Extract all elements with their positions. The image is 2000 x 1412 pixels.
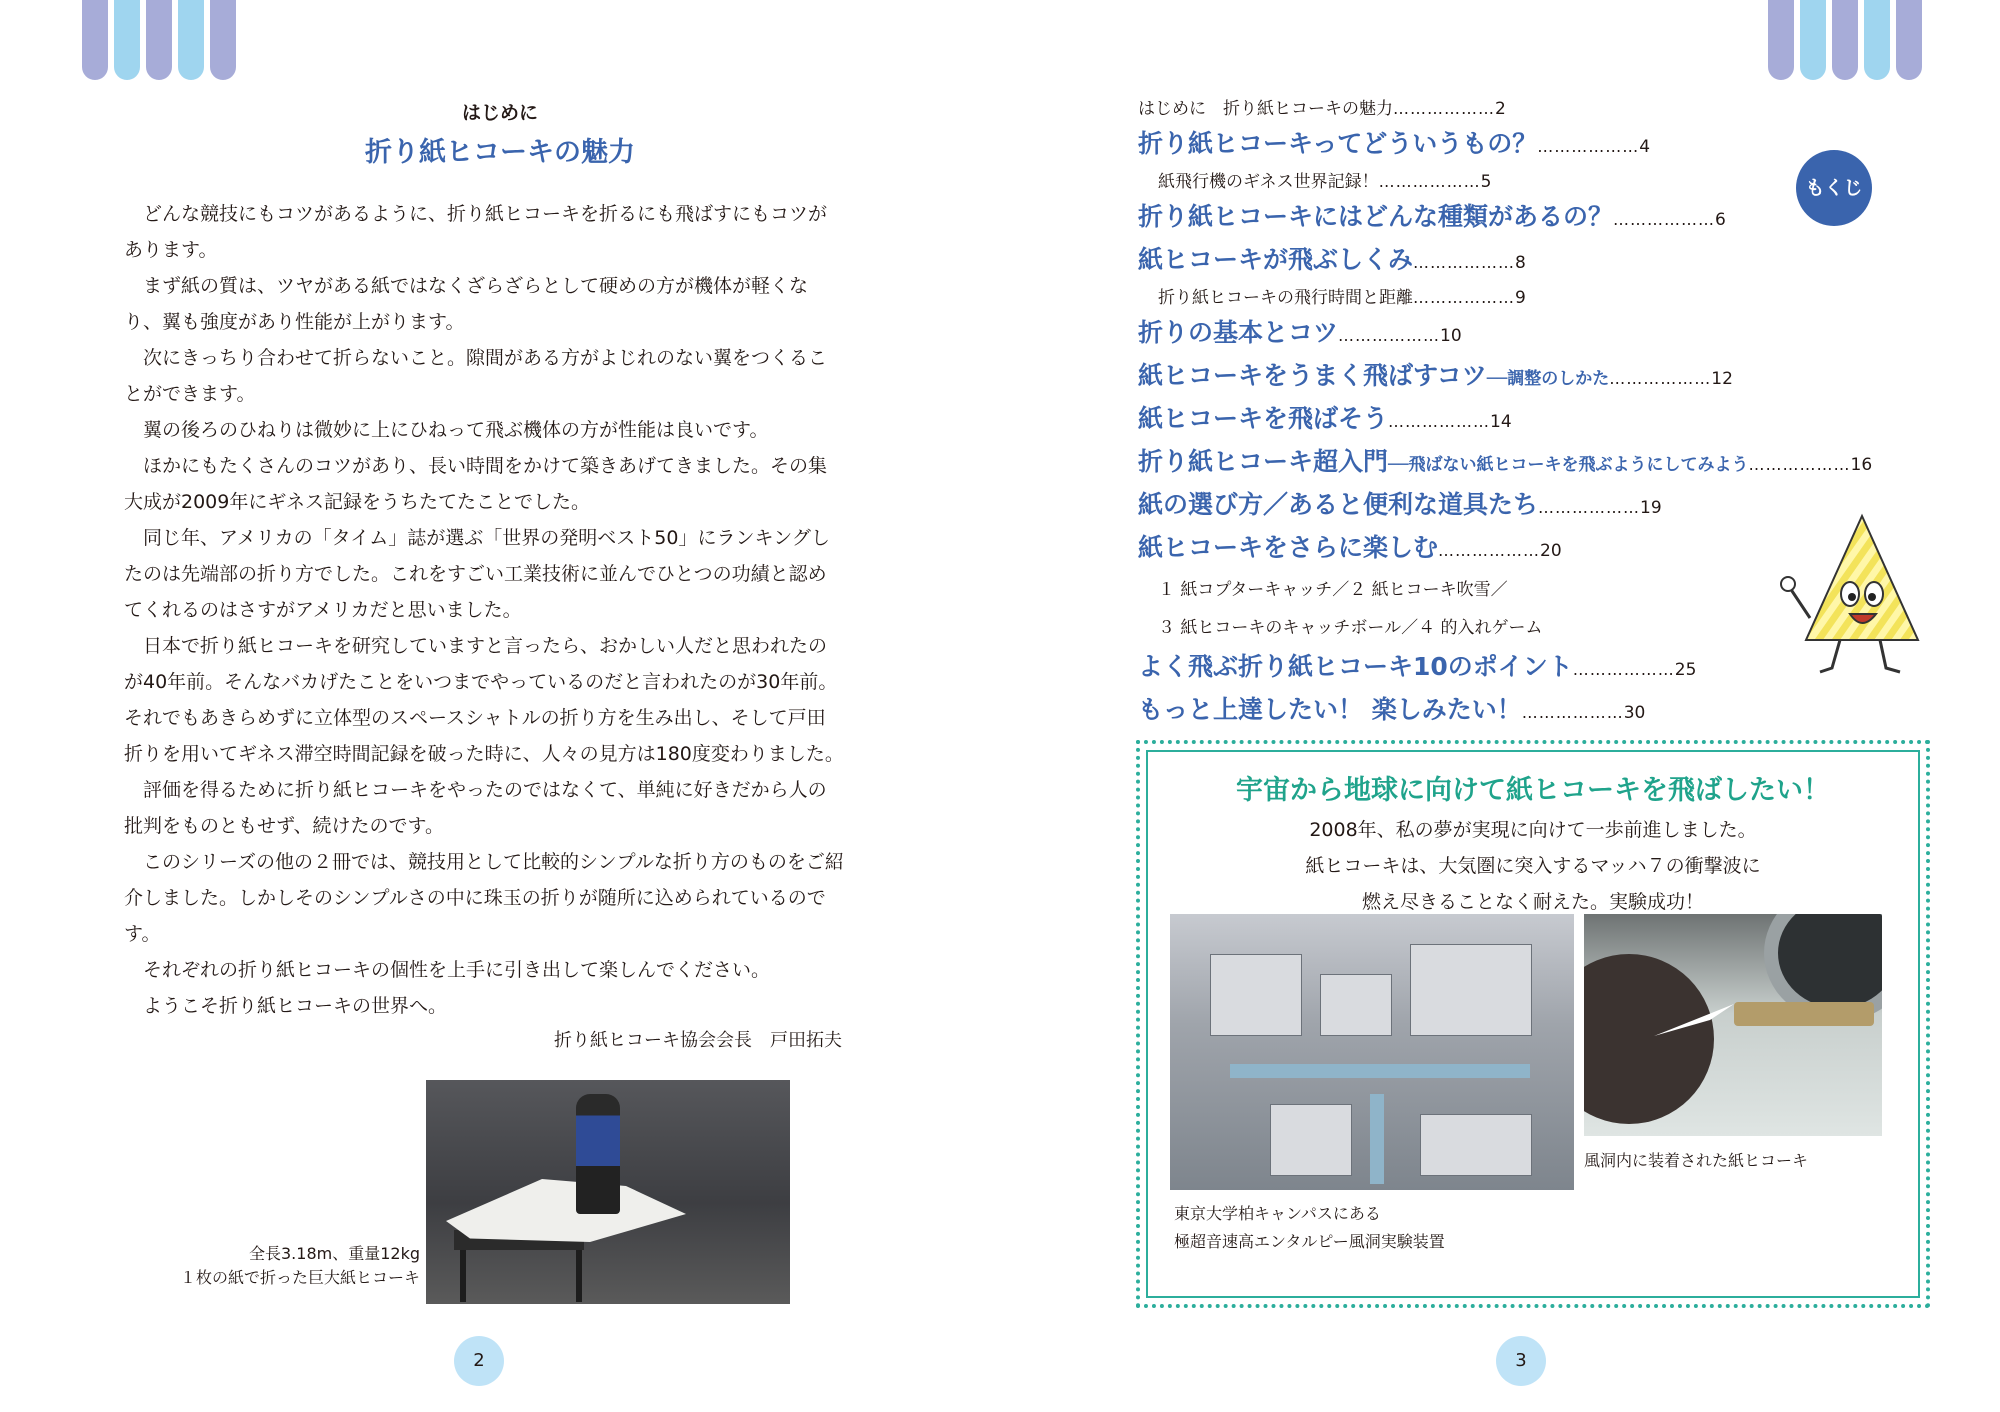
toc-leader-dots: ………………: [1572, 660, 1675, 679]
mokuji-badge: もくじ: [1796, 150, 1872, 226]
toc-leader-dots: ………………: [1521, 703, 1624, 722]
toc-page-number: 8: [1515, 253, 1526, 273]
toc-entry-title: もっと上達したい！ 楽しみたい！: [1138, 695, 1522, 724]
toc-page-number: 9: [1515, 288, 1526, 308]
right-page: [1000, 0, 2000, 1412]
page-number-right: 3: [1496, 1336, 1546, 1386]
toc-leader-dots: ………………: [1613, 210, 1716, 229]
feature-title: 宇宙から地球に向けて紙ヒコーキを飛ばしたい！: [1236, 775, 1830, 806]
toc-page-number: 25: [1674, 660, 1697, 680]
caption-line: １枚の紙で折った巨大紙ヒコーキ: [179, 1268, 420, 1287]
caption-line: 東京大学柏キャンパスにある: [1174, 1204, 1381, 1223]
toc-leader-dots: ………………: [1338, 326, 1441, 345]
toc-page-number: 12: [1711, 369, 1733, 389]
toc-entry: [1138, 690, 1918, 733]
toc-entry: [1138, 399, 1918, 442]
toc-leader-dots: ………………: [1748, 455, 1851, 474]
giant-plane-caption: [150, 1242, 420, 1290]
toc-entry-subtitle: ──飛ばない紙ヒコーキを飛ぶようにしてみよう: [1388, 455, 1749, 475]
toc-entry-title: はじめに 折り紙ヒコーキの魅力: [1138, 99, 1393, 119]
caption-line: 極超音速高エンタルピー風洞実験装置: [1174, 1232, 1445, 1251]
paragraph: まず紙の質は、ツヤがある紙ではなくざらざらとして硬めの方が機体が軽くなり、翼も強度があり性能が上がります。: [124, 275, 809, 333]
toc-entry-title: 折り紙ヒコーキってどういうもの？: [1138, 129, 1538, 158]
paragraph: それぞれの折り紙ヒコーキの個性を上手に引き出して楽しんでください。: [143, 959, 771, 981]
toc-entry-title: 折り紙ヒコーキにはどんな種類があるの？: [1138, 202, 1614, 231]
paragraph: ほかにもたくさんのコツがあり、長い時間をかけて築きあげてきました。その集大成が2009年にギネス記録をうちたてたことでした。: [124, 455, 828, 513]
toc-leader-dots: ………………: [1413, 288, 1515, 307]
toc-entry-title: 紙の選び方／あると便利な道具たち: [1138, 490, 1539, 519]
toc-leader-dots: ………………: [1537, 137, 1640, 156]
paragraph: どんな競技にもコツがあるように、折り紙ヒコーキを折るにも飛ばすにもコツがあります。: [124, 203, 828, 261]
toc-page-number: 20: [1540, 541, 1562, 561]
toc-entry-title: ３ 紙ヒコーキのキャッチボール／４ 的入れゲーム: [1158, 618, 1543, 638]
paragraph: 翼の後ろのひねりは微妙に上にひねって飛ぶ機体の方が性能は良いです。: [143, 419, 769, 441]
toc-page-number: 5: [1480, 172, 1492, 192]
decor-stripes-right: [1768, 0, 1922, 80]
toc-page-number: 16: [1850, 455, 1873, 475]
toc-entry-title: １ 紙コプターキャッチ／２ 紙ヒコーキ吹雪／: [1158, 580, 1508, 600]
caption-line: 全長3.18m、重量12kg: [249, 1244, 420, 1263]
toc-leader-dots: ………………: [1413, 253, 1516, 272]
feature-line: 2008年、私の夢が実現に向けて一歩前進しました。: [1309, 819, 1757, 841]
toc-leader-dots: ………………: [1609, 369, 1712, 388]
paragraph: 評価を得るために折り紙ヒコーキをやったのではなくて、単純に好きだから人の批判をものともせず、続けたのです。: [124, 779, 827, 837]
toc-entry: [1138, 356, 1918, 399]
intro-body: [124, 196, 844, 1024]
paper-plane-in-tunnel-photo: [1584, 914, 1882, 1136]
toc-leader-dots: ………………: [1538, 498, 1641, 517]
toc-entry: [1138, 94, 1918, 124]
toc-entry: [1138, 124, 1918, 167]
toc-entry: [1138, 313, 1918, 356]
toc-entry: [1138, 240, 1918, 283]
wind-tunnel-facility-photo: [1170, 914, 1574, 1190]
decor-stripes-left: [82, 0, 236, 80]
triangle-mascot-icon: [1770, 508, 1920, 678]
toc-entry-title: 紙ヒコーキをさらに楽しむ: [1138, 533, 1439, 562]
intro-title: 折り紙ヒコーキの魅力: [365, 137, 635, 168]
toc-leader-dots: ………………: [1393, 99, 1495, 118]
paragraph: 次にきっちり合わせて折らないこと。隙間がある方がよじれのない翼をつくることができます。: [124, 347, 828, 405]
toc-entry-title: 折り紙ヒコーキ超入門: [1138, 447, 1389, 476]
toc-page-number: 10: [1440, 326, 1462, 346]
toc-leader-dots: ………………: [1378, 172, 1481, 191]
toc-page-number: 14: [1490, 412, 1512, 432]
toc-entry-title: 折り紙ヒコーキの飛行時間と距離: [1158, 288, 1413, 308]
toc-page-number: 4: [1639, 137, 1651, 157]
toc-leader-dots: ………………: [1388, 412, 1491, 431]
intro-label: はじめに: [461, 102, 538, 124]
paragraph: 日本で折り紙ヒコーキを研究していますと言ったら、おかしい人だと思われたのが40年前。そんなバカげたことをいつまでやっているのだと言われたのが30年前。それでもあきらめずに立体型のスペースシャトルの折り方を生み出し、そして戸田折りを用いてギネス滞空時間記録を破った時に、人々の見方は180度変わりました。: [124, 635, 844, 765]
paragraph: ようこそ折り紙ヒコーキの世界へ。: [143, 995, 448, 1017]
page-number-left: 2: [454, 1336, 504, 1386]
toc-page-number: 6: [1715, 210, 1726, 230]
toc-page-number: 2: [1495, 99, 1506, 119]
author-signature: 折り紙ヒコーキ協会会長 戸田拓夫: [554, 1030, 842, 1051]
feature-box: [1136, 740, 1930, 1308]
toc-entry-title: よく飛ぶ折り紙ヒコーキ10のポイント: [1138, 652, 1573, 681]
tunnel-caption: 風洞内に装着された紙ヒコーキ: [1584, 1151, 1809, 1170]
paragraph: 同じ年、アメリカの「タイム」誌が選ぶ「世界の発明ベスト50」にランキングしたのは先端部の折り方でした。これをすごい工業技術に並んでひとつの功績と認めてくれるのはさすがアメリカだと思いました。: [124, 527, 830, 621]
paragraph: このシリーズの他の２冊では、競技用として比較的シンプルな折り方のものをご紹介しました。しかしそのシンプルさの中に珠玉の折りが随所に込められているのです。: [124, 851, 844, 945]
toc-entry-title: 紙ヒコーキをうまく飛ばすコツ: [1138, 361, 1487, 390]
toc-entry-title: 紙ヒコーキが飛ぶしくみ: [1138, 245, 1414, 274]
toc-page-number: 19: [1640, 498, 1662, 518]
toc-entry-subtitle: ──調整のしかた: [1486, 369, 1610, 389]
toc-entry-title: 紙飛行機のギネス世界記録！: [1158, 172, 1379, 192]
toc-entry-title: 紙ヒコーキを飛ばそう: [1138, 404, 1389, 433]
feature-line: 紙ヒコーキは、大気圏に突入するマッハ７の衝撃波に: [1305, 855, 1761, 877]
giant-plane-photo: [426, 1080, 790, 1304]
toc-leader-dots: ………………: [1438, 541, 1541, 560]
toc-page-number: 30: [1623, 703, 1646, 723]
feature-line: 燃え尽きることなく耐えた。実験成功！: [1361, 891, 1704, 913]
toc-entry: [1158, 283, 1918, 313]
toc-entry-title: 折りの基本とコツ: [1138, 318, 1339, 347]
facility-caption: [1174, 1200, 1445, 1256]
feature-text: [1140, 812, 1926, 920]
toc-entry: [1138, 442, 1918, 485]
